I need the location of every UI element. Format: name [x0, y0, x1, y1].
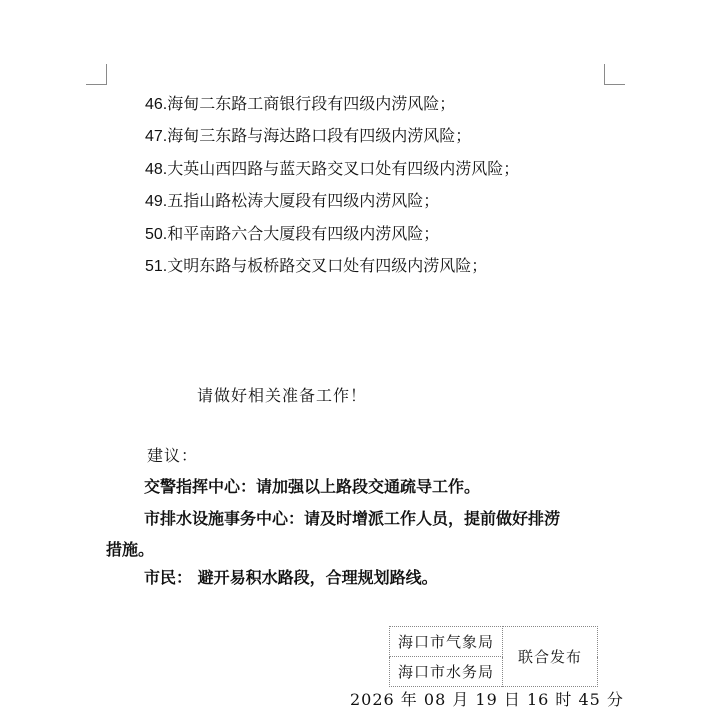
suggestion-label: 建议：	[147, 446, 199, 465]
item-number: 47.	[145, 128, 168, 146]
list-item	[145, 120, 519, 152]
signature-table	[389, 626, 598, 687]
risk-list	[145, 88, 519, 282]
advice-drainage-center-continued: 措施。	[106, 540, 155, 559]
prepare-notice: 请做好相关准备工作！	[197, 386, 368, 405]
item-number: 49.	[145, 193, 168, 211]
item-text: 海甸三东路与海达路口段有四级内涝风险；	[167, 126, 472, 146]
release-date: 2026 年 08 月 19 日 16 时 45 分	[350, 690, 624, 709]
list-item	[145, 218, 519, 250]
list-item	[145, 250, 519, 282]
item-text: 大英山西四路与蓝天路交叉口处有四级内涝风险；	[167, 158, 520, 178]
item-text: 五指山路松涛大厦段有四级内涝风险；	[167, 191, 440, 211]
page-corner-mark-left	[86, 64, 107, 85]
list-item	[145, 88, 519, 120]
item-number: 51.	[145, 257, 168, 275]
advice-citizens: 市民： 避开易积水路段，合理规划路线。	[144, 568, 438, 587]
item-number: 48.	[145, 160, 168, 178]
list-item	[145, 185, 519, 217]
item-text: 文明东路与板桥路交叉口处有四级内涝风险；	[167, 255, 488, 275]
item-number: 46.	[145, 96, 168, 113]
item-text: 和平南路六合大厦段有四级内涝风险；	[167, 223, 440, 243]
issuer-meteorological-bureau: 海口市气象局	[390, 627, 503, 657]
list-item	[145, 153, 519, 185]
item-number: 50.	[145, 225, 168, 243]
joint-release-label: 联合发布	[503, 627, 598, 687]
issuer-water-affairs-bureau: 海口市水务局	[390, 657, 503, 687]
advice-drainage-center: 市排水设施事务中心：请及时增派工作人员，提前做好排涝	[144, 509, 561, 528]
item-text: 海甸二东路工商银行段有四级内涝风险；	[167, 94, 456, 113]
advice-traffic-police: 交警指挥中心：请加强以上路段交通疏导工作。	[144, 477, 481, 496]
page-corner-mark-right	[604, 64, 625, 85]
